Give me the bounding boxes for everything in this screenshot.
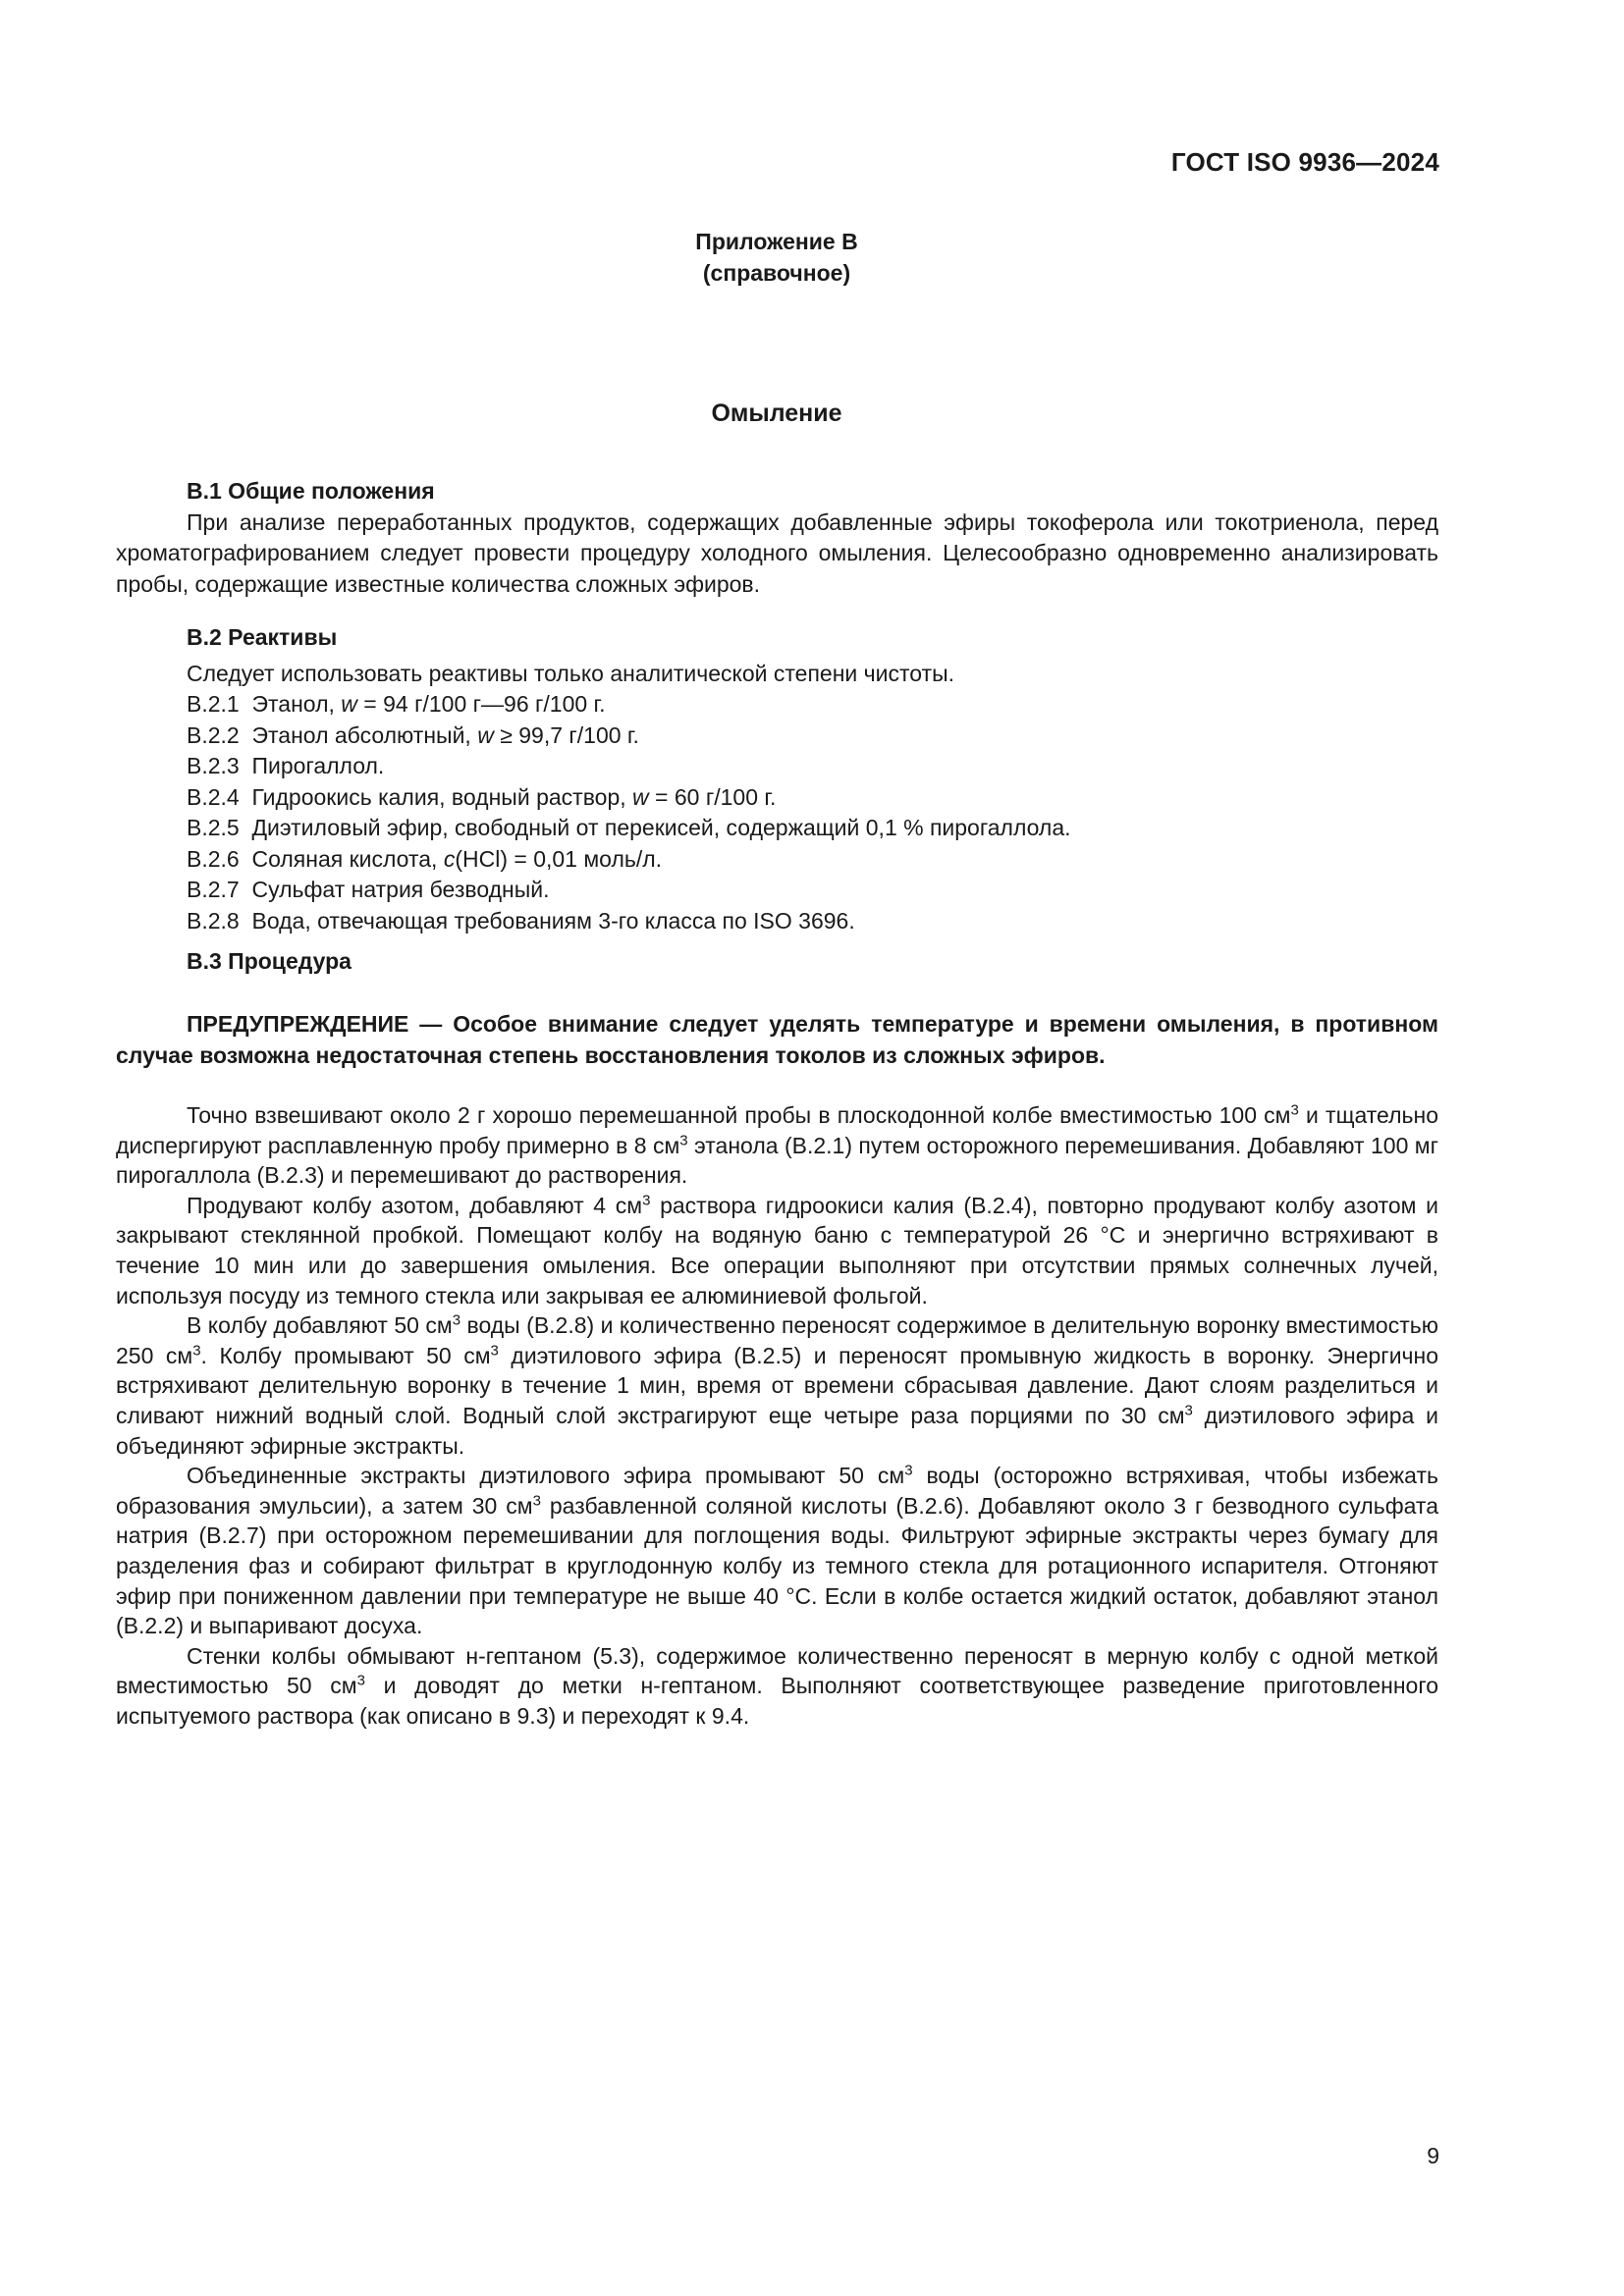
reagent-item: В.2.2 Этанол абсолютный, w ≥ 99,7 г/100 г. — [187, 721, 639, 748]
reagent-number: В.2.6 — [187, 845, 252, 872]
reagent-number: В.2.8 — [187, 907, 252, 934]
reagent-item: В.2.1 Этанол, w = 94 г/100 г—96 г/100 г. — [187, 691, 606, 717]
warning-block — [116, 1009, 1438, 1071]
appendix-subtitle: (справочное) — [702, 260, 851, 286]
reagent-number: В.2.2 — [187, 721, 252, 748]
superscript: 3 — [452, 1311, 461, 1329]
superscript: 3 — [1290, 1101, 1299, 1119]
appendix-heading: Омыление — [711, 400, 842, 427]
superscript: 3 — [642, 1192, 651, 1209]
reagent-item: В.2.3 Пирогаллол. — [187, 753, 385, 778]
procedure-paragraph-5: Стенки колбы обмывают н-гептаном (5.3), содержимое количественно переносят в мерную колбу с одной меткой вместимостью 50 $см^3$ и доводят до метки н-гептаном. Выполняют соответствующее разведение приготовленного испытуемого раствора (как описано в 9.3) и переходят к 9.4. — [116, 1642, 1438, 1729]
superscript: 3 — [532, 1492, 541, 1510]
reagent-item: В.2.7 Сульфат натрия безводный. — [187, 877, 550, 902]
section-heading-b2: В.2 Реактивы — [187, 624, 338, 650]
warning-text: ПРЕДУПРЕЖДЕНИЕ — Особое внимание следует уделять температуре и времени омыления, в противном случае возможна недостаточная степень восстановления токолов из сложных эфиров. — [116, 1011, 1438, 1068]
section-b2 — [116, 622, 1438, 936]
reagent-number: В.2.3 — [187, 753, 252, 778]
superscript: 3 — [192, 1342, 201, 1360]
section-heading-b1: В.1 Общие положения — [187, 478, 435, 504]
procedure-paragraph-3: В колбу добавляют 50 $см^3$ воды (В.2.8) и количественно переносят содержимое в делительную воронку вместимостью 250 $см^3$. Колбу промывают 50 $см^3$ диэтилового эфира (В.2.5) и переносят промывную жидкость в воронку. Энергично встряхивают делительную воронку в течение 1 мин, время от времени сбрасывая давление. Дают слоям разделиться и сливают нижний водный слой. Водный слой экстрагируют еще четыре раза порциями по 30 $см^3$ диэтилового эфира и объединяют эфирные экстракты. — [116, 1311, 1439, 1459]
section-heading-b3: В.3 Процедура — [187, 948, 352, 974]
procedure-text — [116, 1100, 1438, 1731]
document-code: ГОСТ ISO 9936—2024 — [1170, 147, 1439, 177]
procedure-paragraph-1: Точно взвешивают около 2 г хорошо перемешанной пробы в плоскодонной колбе вместимостью 100 $см^3$ и тщательно диспергируют расплавленную пробу примерно в 8 $см^3$ этанола (В.2.1) путем осторожного перемешивания. Добавляют 100 мг пирогаллола (В.2.3) и перемешивают до растворения. — [116, 1101, 1439, 1189]
superscript: 3 — [679, 1131, 688, 1148]
superscript: 3 — [356, 1672, 365, 1689]
appendix-title: Приложение В — [695, 229, 858, 254]
superscript: 3 — [1184, 1402, 1193, 1419]
paragraph-b1: При анализе переработанных продуктов, содержащих добавленные эфиры токоферола или токотриенола, перед хроматографированием следует провести процедуру холодного омыления. Целесообразно одновременно анализировать пробы, содержащие известные количества сложных эфиров. — [116, 508, 1438, 597]
reagents-list — [116, 689, 1438, 936]
reagent-item: В.2.4 Гидроокись калия, водный раствор, w = 60 г/100 г. — [187, 783, 777, 810]
reagent-number: В.2.1 — [187, 691, 252, 717]
superscript: 3 — [490, 1342, 499, 1360]
reagent-number: В.2.5 — [187, 815, 252, 840]
reagent-item: В.2.5 Диэтиловый эфир, свободный от перекисей, содержащий 0,1 % пирогаллола. — [187, 815, 1071, 840]
reagents-intro: Следует использовать реактивы только аналитической степени чистоты. — [187, 660, 954, 686]
procedure-paragraph-4: Объединенные экстракты диэтилового эфира промывают 50 $см^3$ воды (осторожно встряхивая, чтобы избежать образования эмульсии), а затем 30 $см^3$ разбавленной соляной кислоты (В.2.6). Добавляют около 3 г безводного сульфата натрия (В.2.7) при осторожном перемешивании для поглощения воды. Фильтруют эфирные экстракты через бумагу для разделения фаз и собирают фильтрат в круглодонную колбу из темного стекла для ротационного испарителя. Отгоняют эфир при пониженном давлении при температуре не выше 40 °С. Если в колбе остается жидкий остаток, добавляют этанол (В.2.2) и выпаривают досуха. — [116, 1462, 1438, 1639]
superscript: 3 — [904, 1462, 913, 1479]
section-b1 — [116, 476, 1438, 600]
page-number: 9 — [1427, 2143, 1439, 2168]
reagent-item: В.2.6 Соляная кислота, c(HCl) = 0,01 моль/л. — [187, 845, 663, 872]
reagent-number: В.2.7 — [187, 877, 252, 902]
procedure-paragraph-2: Продувают колбу азотом, добавляют 4 $см^3$ раствора гидроокиси калия (В.2.4), повторно продувают колбу азотом и закрывают стеклянной пробкой. Помещают колбу на водяную баню с температурой 26 °С и энергично встряхивают в течение 10 мин или до завершения омыления. Все операции выполняют при отсутствии прямых солнечных лучей, используя посуду из темного стекла или закрывая ее алюминиевой фольгой. — [116, 1192, 1438, 1308]
variable-symbol: c — [443, 845, 456, 872]
variable-symbol: w — [632, 783, 649, 810]
reagent-item: В.2.8 Вода, отвечающая требованиям 3-го класса по ISO 3696. — [187, 907, 855, 934]
variable-symbol: w — [477, 721, 494, 748]
reagent-number: В.2.4 — [187, 783, 252, 810]
variable-symbol: w — [341, 691, 357, 717]
section-b3 — [116, 946, 1438, 978]
